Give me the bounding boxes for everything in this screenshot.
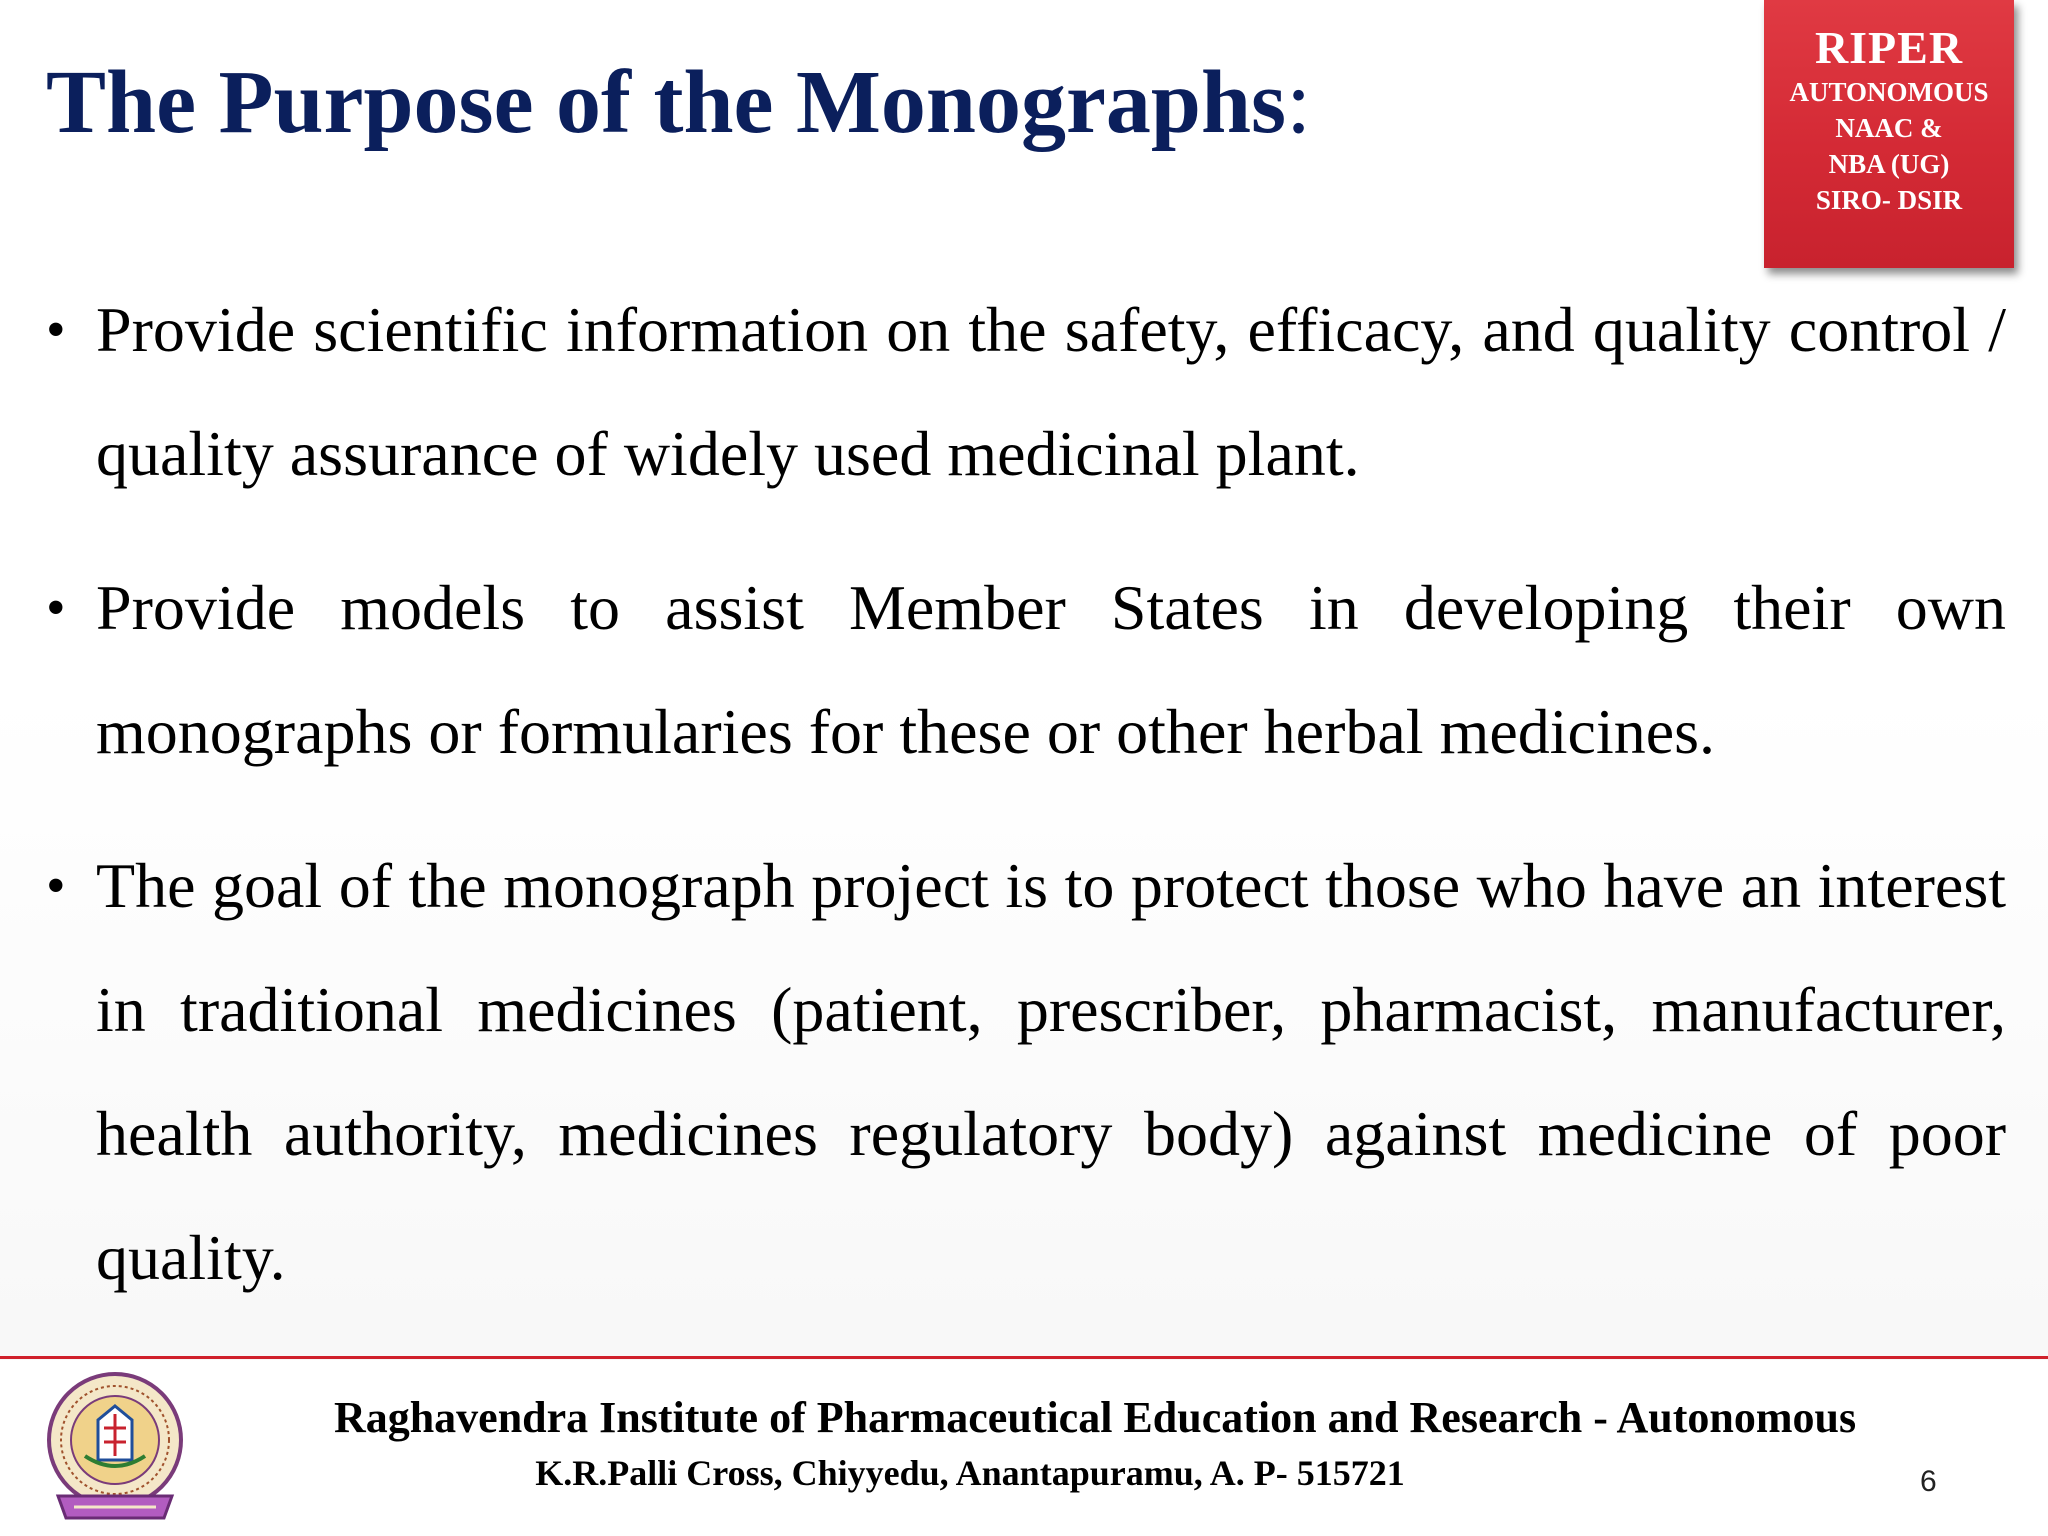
badge-name: RIPER bbox=[1814, 22, 1964, 73]
bullet-list bbox=[46, 268, 2006, 1350]
bullet-text: Provide scientific information on the safety, efficacy, and quality control / quality assurance of widely used medicinal plant. bbox=[96, 294, 2006, 489]
bullet-item bbox=[46, 824, 2006, 1320]
bullet-item bbox=[46, 268, 2006, 516]
institute-address: K.R.Palli Cross, Chiyyedu, Anantapuramu, A. P- 515721 bbox=[535, 1453, 1405, 1493]
bullet-text: The goal of the monograph project is to protect those who have an interest in traditional medicines (patient, prescriber, pharmacist, manufacturer, health authority, medicines regulatory body) against medicine of poor quality. bbox=[96, 850, 2006, 1293]
institute-seal-icon bbox=[40, 1368, 190, 1528]
footer-divider bbox=[0, 1356, 2048, 1359]
page-number: 6 bbox=[1920, 1465, 1937, 1498]
bullet-marker: • bbox=[46, 299, 66, 361]
bullet-marker: • bbox=[46, 577, 66, 639]
badge-line-autonomous: AUTONOMOUS bbox=[1789, 77, 1989, 107]
badge-line-naac: NAAC & bbox=[1835, 113, 1943, 143]
bullet-item bbox=[46, 546, 2006, 794]
slide-title-text: The Purpose of the Monographs bbox=[46, 53, 1287, 152]
slide-title-colon: : bbox=[1286, 53, 1312, 152]
badge-line-siro: SIRO- DSIR bbox=[1815, 185, 1963, 215]
bullet-text: Provide models to assist Member States in developing their own monographs or formularies for these or other herbal medicines. bbox=[96, 572, 2006, 767]
badge-line-nba: NBA (UG) bbox=[1828, 149, 1950, 179]
bullet-marker: • bbox=[46, 855, 66, 917]
slide-title bbox=[46, 48, 1311, 158]
accreditation-badge bbox=[1764, 0, 2014, 268]
institute-name: Raghavendra Institute of Pharmaceutical Education and Research - Autonomous bbox=[333, 1393, 1857, 1442]
